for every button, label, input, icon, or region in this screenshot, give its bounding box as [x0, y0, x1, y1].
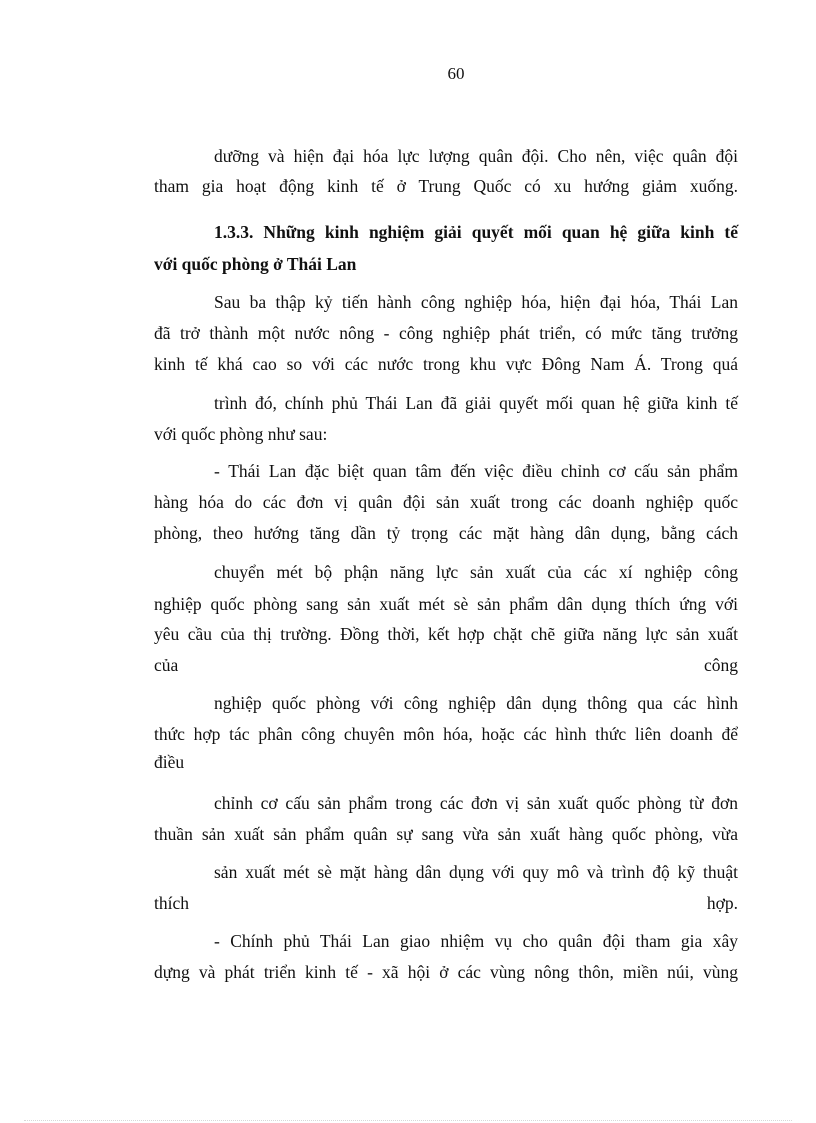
text-line: thích — [154, 893, 189, 913]
text-line: chỉnh cơ cấu sản phẩm trong các đơn vị sản xuất quốc phòng từ đơn — [214, 793, 738, 813]
text-line: của — [154, 655, 179, 675]
text-line: trình đó, chính phủ Thái Lan đã giải quyết mối quan hệ giữa kinh tế — [214, 393, 738, 413]
text-line: - Chính phủ Thái Lan giao nhiệm vụ cho quân đội tham gia xây — [214, 931, 738, 951]
text-line: hợp. — [706, 893, 738, 913]
text-line: yêu cầu của thị trường. Đồng thời, kết hợp chặt chẽ giữa năng lực sản xuất — [154, 624, 738, 644]
text-line: nghiệp quốc phòng sang sản xuất mét sè sản phẩm dân dụng thích ứng với — [154, 594, 738, 614]
text-line: dựng và phát triển kinh tế - xã hội ở các vùng nông thôn, miền núi, vùng — [154, 962, 738, 982]
text-line: nghiệp quốc phòng với công nghiệp dân dụng thông qua các hình — [214, 693, 738, 713]
text-line: công — [703, 655, 738, 675]
text-line: điều — [154, 752, 185, 772]
page-number: 60 — [447, 64, 465, 83]
text-line: với quốc phòng như sau: — [154, 424, 328, 444]
text-line: đã trở thành một nước nông - công nghiệp phát triển, có mức tăng trưởng — [154, 323, 738, 343]
text-line: Sau ba thập kỷ tiến hành công nghiệp hóa, hiện đại hóa, Thái Lan — [214, 292, 738, 312]
text-line: chuyển mét bộ phận năng lực sản xuất của các xí nghiệp công — [214, 562, 738, 582]
text-line: tham gia hoạt động kinh tế ở Trung Quốc có xu hướng giảm xuống. — [154, 176, 738, 196]
page-bottom-rule — [24, 1120, 792, 1121]
text-line: dưỡng và hiện đại hóa lực lượng quân đội. Cho nên, việc quân đội — [214, 146, 738, 166]
text-line: hàng hóa do các đơn vị quân đội sản xuất trong các doanh nghiệp quốc — [154, 492, 738, 512]
text-line: sản xuất mét sè mặt hàng dân dụng với quy mô và trình độ kỹ thuật — [214, 862, 738, 882]
text-line: kinh tế khá cao so với các nước trong khu vực Đông Nam Á. Trong quá — [154, 354, 738, 374]
section-heading: với quốc phòng ở Thái Lan — [154, 254, 357, 274]
text-line: phòng, theo hướng tăng dần tỷ trọng các mặt hàng dân dụng, bằng cách — [154, 523, 738, 543]
text-line: thuần sản xuất sản phẩm quân sự sang vừa sản xuất hàng quốc phòng, vừa — [154, 824, 738, 844]
text-line: thức hợp tác phân công chuyên môn hóa, hoặc các hình thức liên doanh để — [154, 724, 738, 744]
section-heading: 1.3.3. Những kinh nghiệm giải quyết mối quan hệ giữa kinh tế — [214, 222, 738, 242]
text-line: - Thái Lan đặc biệt quan tâm đến việc điều chỉnh cơ cấu sản phẩm — [214, 461, 738, 481]
